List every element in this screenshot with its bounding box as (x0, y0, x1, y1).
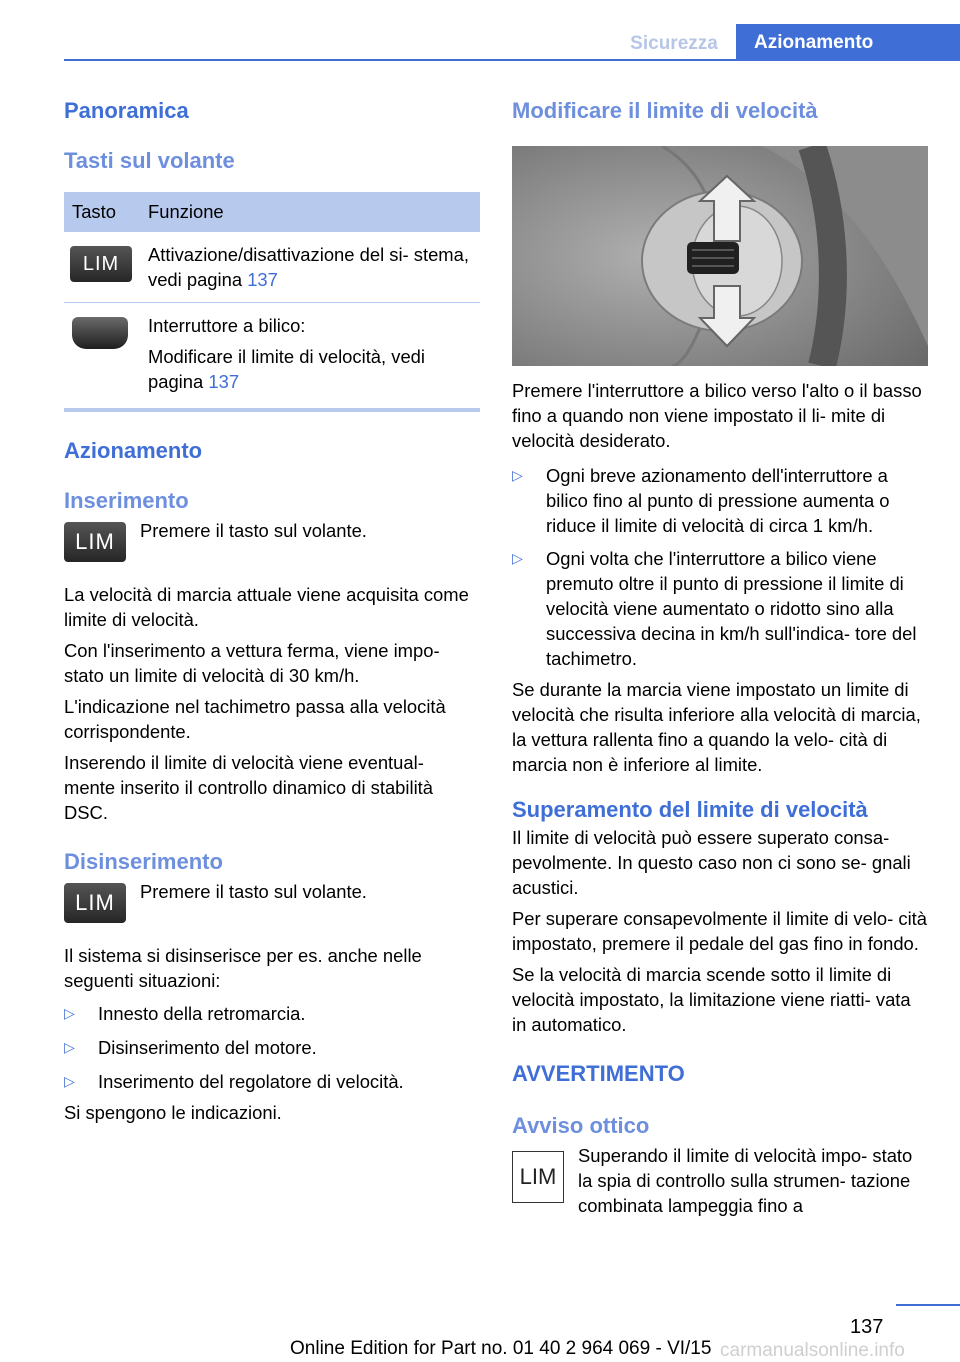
superamento-p2: Per superare consapevolmente il limite di velo‐ cità impostato, premere il pedale del gas fino in fondo. (512, 908, 928, 954)
list-item: ▷ Ogni volta che l'interruttore a bilico viene premuto oltre il punto di pressione il limite di velocità viene aumentato o ridotto sino alla successiva decina in km/h sull'indica‐ tore del tachimetro. (512, 548, 917, 669)
inserimento-key-row (64, 518, 480, 562)
inserimento-key-text: Premere il tasto sul volante. (140, 520, 367, 541)
keys-table (64, 192, 480, 404)
triangle-bullet-icon: ▷ (512, 550, 523, 566)
right-column (512, 96, 928, 1218)
inserimento-p2: Con l'inserimento a vettura ferma, viene impo‐ stato un limite di velocità di 30 km/h. (64, 640, 440, 686)
steering-wheel-rocker-photo (512, 146, 928, 366)
row2-function: Interruttore a bilico: Modificare il limite di velocità, vedi pagina 137 (148, 315, 425, 392)
inserimento-p3: L'indicazione nel tachimetro passa alla velocità corrispondente. (64, 696, 446, 742)
page-link-137[interactable]: 137 (247, 269, 278, 290)
triangle-bullet-icon: ▷ (64, 1005, 75, 1021)
keys-table-header (64, 192, 480, 232)
heading-panoramica: Panoramica (64, 98, 189, 123)
table-end-rule (64, 408, 480, 412)
footer-rule (896, 1304, 960, 1306)
col-header-funzione: Funzione (140, 192, 480, 232)
modificare-list (512, 463, 928, 671)
list-item: ▷ Innesto della retromarcia. (64, 1003, 306, 1024)
table-row (64, 232, 480, 303)
header-rule (64, 59, 960, 61)
list-item: ▷ Inserimento del regolatore di velocità. (64, 1071, 404, 1092)
disinserimento-key-text: Premere il tasto sul volante. (140, 881, 367, 902)
online-edition-text: Online Edition for Part no. 01 40 2 964 069 - VI/15 (290, 1338, 712, 1359)
page-number: 137 (850, 1316, 884, 1338)
row1-function: Attivazione/disattivazione del si‐ stema, vedi pagina 137 (140, 232, 480, 303)
list-item: ▷ Disinserimento del motore. (64, 1037, 317, 1058)
modificare-p1: Premere l'interruttore a bilico verso l'alto o il basso fino a quando non viene impostato il li‐ mite di velocità desiderato. (512, 380, 922, 451)
modificare-p2: Se durante la marcia viene impostato un limite di velocità che risulta inferiore alla velocità di marcia, la vettura rallenta fino a quando la velo‐ cità di marcia non è inferiore al limite. (512, 679, 921, 775)
table-row (64, 303, 480, 405)
heading-modificare-limite: Modificare il limite di velocità (512, 98, 818, 123)
heading-avviso-ottico: Avviso ottico (512, 1113, 650, 1138)
inserimento-p1: La velocità di marcia attuale viene acquisita come limite di velocità. (64, 584, 469, 630)
disinserimento-p2: Si spengono le indicazioni. (64, 1102, 282, 1123)
triangle-bullet-icon: ▷ (64, 1073, 75, 1089)
heading-avvertimento: AVVERTIMENTO (512, 1061, 685, 1086)
lim-button-icon: LIM (64, 522, 126, 562)
watermark: carmanualsonline.info (720, 1340, 905, 1361)
left-column (64, 96, 480, 1125)
lim-indicator-light-icon: LIM (512, 1151, 564, 1203)
inserimento-p4: Inserendo il limite di velocità viene eventual‐ mente inserito il controllo dinamico di stabilità DSC. (64, 752, 434, 823)
header-tab-azionamento[interactable]: Azionamento (736, 24, 960, 61)
avviso-row (512, 1143, 928, 1218)
heading-superamento: Superamento del limite di velocità (512, 797, 868, 822)
disinserimento-list (64, 1001, 480, 1094)
superamento-p1: Il limite di velocità può essere superato consa‐ pevolmente. In questo caso non ci sono se‐ gnali acustici. (512, 827, 911, 898)
list-item: ▷ Ogni breve azionamento dell'interruttore a bilico fino al punto di pressione aumenta o riduce il limite di velocità di circa 1 km/h. (512, 465, 890, 536)
heading-disinserimento: Disinserimento (64, 849, 223, 874)
avviso-text: Superando il limite di velocità impo‐ stato la spia di controllo sulla strumen‐ tazione combinata lampeggia fino a (578, 1145, 913, 1216)
disinserimento-p1: Il sistema si disinserisce per es. anche nelle seguenti situazioni: (64, 945, 422, 991)
rocker-switch-icon (70, 313, 130, 353)
heading-tasti-sul-volante: Tasti sul volante (64, 148, 235, 173)
triangle-bullet-icon: ▷ (64, 1039, 75, 1055)
lim-button-icon: LIM (64, 883, 126, 923)
disinserimento-key-row (64, 879, 480, 923)
lim-button-icon: LIM (70, 246, 132, 282)
col-header-tasto: Tasto (64, 192, 140, 232)
triangle-bullet-icon: ▷ (512, 467, 523, 483)
heading-inserimento: Inserimento (64, 488, 189, 513)
superamento-p3: Se la velocità di marcia scende sotto il limite di velocità impostato, la limitazione viene riatti‐ vata in automatico. (512, 964, 911, 1035)
header-tab-sicurezza[interactable]: Sicurezza (630, 33, 718, 54)
page-link-137[interactable]: 137 (208, 371, 240, 392)
heading-azionamento: Azionamento (64, 438, 203, 463)
